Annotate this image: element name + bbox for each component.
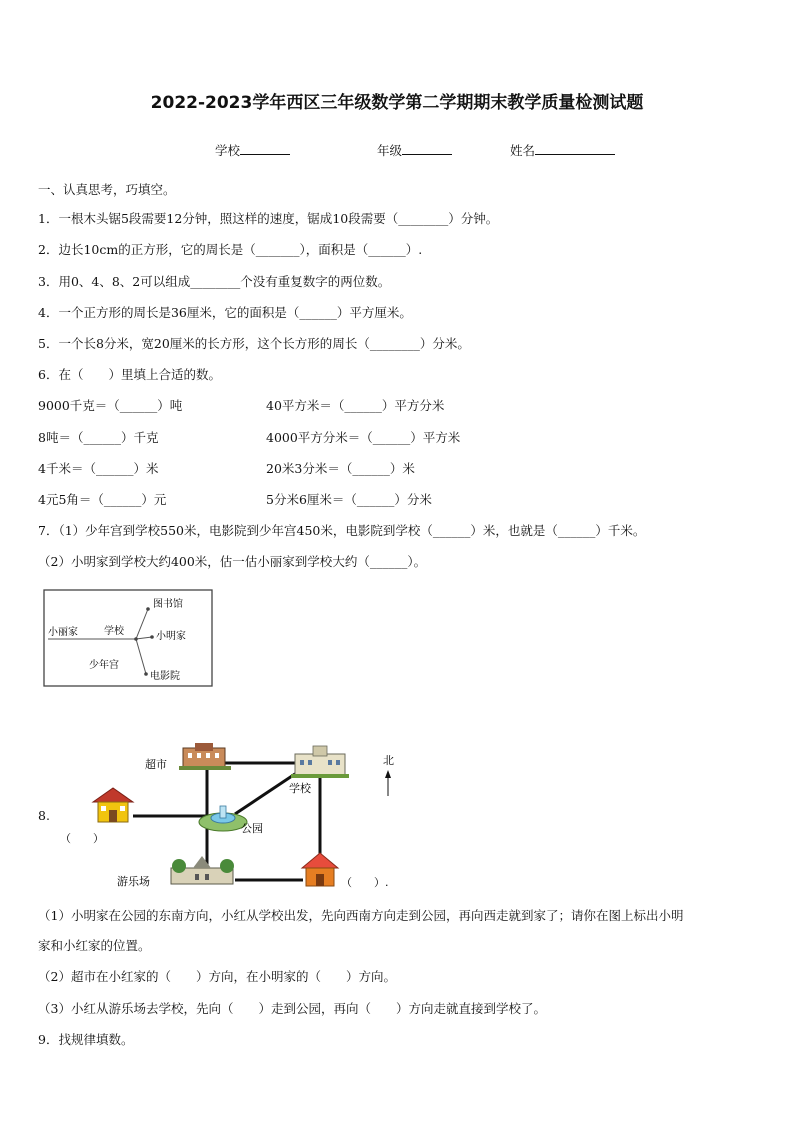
grade-label: 年级 — [377, 143, 403, 158]
question-8-number: 8. — [38, 808, 50, 823]
question-4: 4．一个正方形的周长是36厘米，它的面积是（______）平方厘米。 — [38, 305, 412, 320]
house-left-icon — [93, 788, 133, 822]
north-arrow-icon — [385, 770, 391, 796]
playground-label: 游乐场 — [117, 875, 150, 888]
school-label-fig8: 学校 — [289, 782, 311, 795]
cinema-label: 电影院 — [150, 671, 180, 682]
playground-icon — [171, 856, 234, 884]
q6-item-b: 40平方米＝（______）平方分米 — [266, 398, 445, 413]
school-label-fig7: 学校 — [104, 626, 124, 637]
q6-item-f: 20米3分米＝（______）米 — [266, 461, 415, 476]
name-field — [510, 141, 615, 159]
question-7-part-2: （2）小明家到学校大约400米，估一估小丽家到学校大约（______）。 — [38, 554, 427, 569]
question-9: 9．找规律填数。 — [38, 1032, 134, 1047]
school-field — [215, 141, 290, 159]
park-label: 公园 — [241, 822, 263, 835]
supermarket-icon — [179, 743, 231, 770]
name-blank[interactable] — [535, 141, 615, 155]
name-label: 姓名 — [510, 143, 536, 158]
school-blank[interactable] — [240, 141, 290, 155]
q6-item-g: 4元5角＝（______）元 — [38, 492, 167, 507]
question-5: 5．一个长8分米，宽20厘米的长方形，这个长方形的周长（________）分米。 — [38, 336, 470, 351]
question-7-part-1: 7．（1）少年宫到学校550米，电影院到少年宫450米，电影院到学校（______）米，也就是（______）千米。 — [38, 523, 646, 538]
q7-map-figure — [40, 588, 216, 690]
school-icon — [291, 746, 349, 778]
grade-blank[interactable] — [402, 141, 452, 155]
question-2: 2．边长10cm的正方形，它的周长是（_______），面积是（______）. — [38, 242, 423, 257]
question-1: 1．一根木头锯5段需要12分钟，照这样的速度，锯成10段需要（________）分钟。 — [38, 211, 499, 226]
north-label: 北 — [383, 754, 394, 767]
right-house-parentheses: （ ）. — [341, 876, 389, 889]
q6-item-d: 4000平方分米＝（______）平方米 — [266, 430, 461, 445]
q8-map-figure — [55, 740, 415, 890]
question-8-part-1-line-1: （1）小明家在公园的东南方向，小红从学校出发，先向西南方向走到公园，再向西走就到家了；请你在图上标出小明 — [38, 908, 684, 923]
question-6: 6．在（ ）里填上合适的数。 — [38, 367, 221, 382]
question-8-part-1-line-2: 家和小红家的位置。 — [38, 938, 151, 953]
grade-field — [377, 141, 452, 159]
question-8-part-2: （2）超市在小红家的（ ）方向，在小明家的（ ）方向。 — [38, 969, 396, 984]
q6-item-h: 5分米6厘米＝（______）分米 — [266, 492, 432, 507]
q6-item-a: 9000千克＝（______）吨 — [38, 398, 183, 413]
q6-item-c: 8吨＝（______）千克 — [38, 430, 159, 445]
supermarket-label: 超市 — [145, 758, 167, 771]
xiaoming-home-label: 小明家 — [156, 631, 186, 642]
library-label: 图书馆 — [153, 599, 183, 610]
page-title: 2022-2023学年西区三年级数学第二学期期末教学质量检测试题 — [150, 93, 644, 113]
school-label: 学校 — [215, 143, 241, 158]
house-right-icon — [302, 853, 338, 886]
question-3: 3．用0、4、8、2可以组成________个没有重复数字的两位数。 — [38, 274, 391, 289]
left-house-parentheses: （ ） — [60, 832, 104, 845]
section-heading: 一、认真思考，巧填空。 — [38, 182, 176, 197]
youth-palace-label: 少年宫 — [89, 660, 119, 671]
q6-item-e: 4千米＝（______）米 — [38, 461, 159, 476]
xiaoli-home-label: 小丽家 — [48, 627, 78, 638]
question-8-part-3: （3）小红从游乐场去学校，先向（ ）走到公园，再向（ ）方向走就直接到学校了。 — [38, 1001, 546, 1016]
